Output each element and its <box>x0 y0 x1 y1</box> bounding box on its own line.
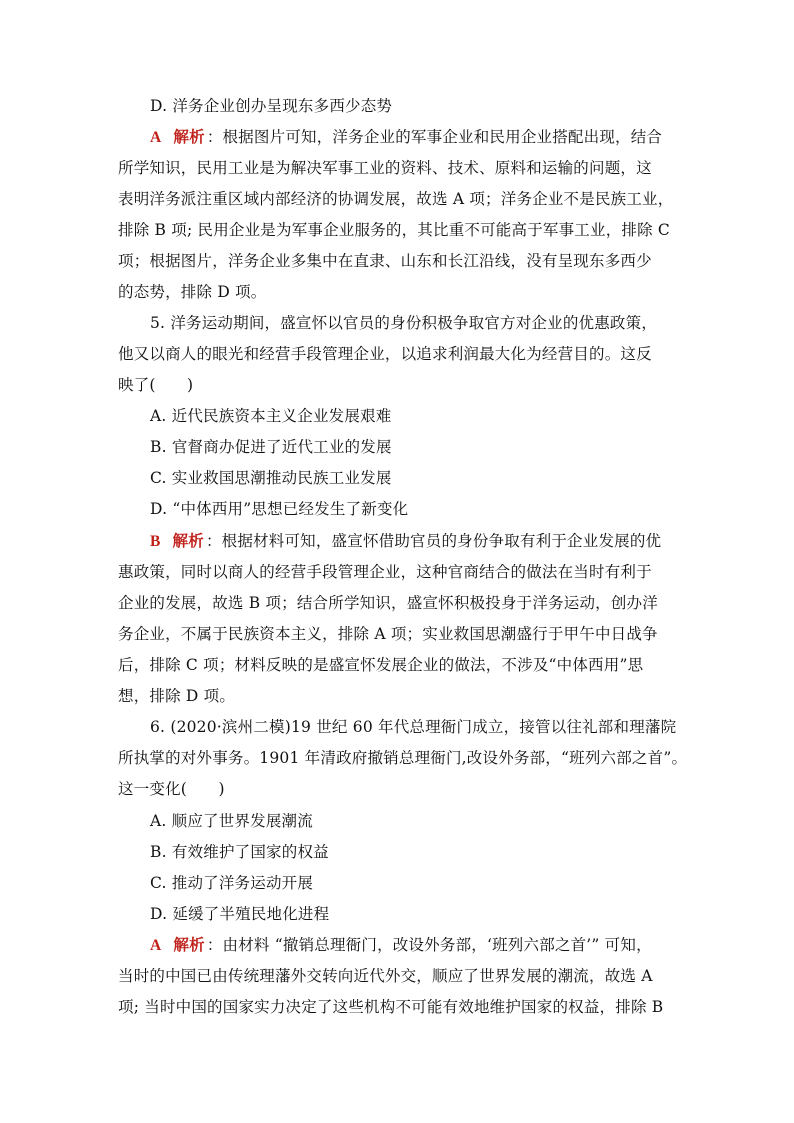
q6-analysis-line-2: 当时的中国已由传统理藩外交转向近代外交，顺应了世界发展的潮流，故选 A <box>118 967 653 985</box>
q6-analysis-line-3: 项; 当时中国的国家实力决定了这些机构不可能有效地维护国家的权益，排除 B <box>118 998 664 1016</box>
q6-analysis-text: ：由材料 “撤销总理衙门，改设外务部，‘班列六部之首’” 可知， <box>206 936 652 954</box>
q4-analysis-line-6: 的态势，排除 D 项。 <box>118 283 267 301</box>
q4-analysis-line-3: 表明洋务派注重区域内部经济的协调发展，故选 A 项；洋务企业不是民族工业， <box>118 190 674 208</box>
q6-option-b: B. 有效维护了国家的权益 <box>150 843 329 861</box>
q4-analysis-label: 解析 <box>173 127 205 146</box>
q5-answer: B <box>150 533 161 550</box>
q6-option-a: A. 顺应了世界发展潮流 <box>150 812 313 830</box>
q5-analysis-line-1 <box>150 531 710 552</box>
q4-option-d: D. 洋务企业创办呈现东多西少态势 <box>150 97 393 115</box>
q5-analysis-line-5: 后，排除 C 项；材料反映的是盛宣怀发展企业的做法，不涉及“中体西用”思 <box>118 656 644 674</box>
q4-analysis-line-4: 排除 B 项; 民用企业是为军事企业服务的，其比重不可能高于军事工业，排除 C <box>118 221 670 239</box>
q5-analysis-label: 解析 <box>172 531 204 550</box>
q6-option-c: C. 推动了洋务运动开展 <box>150 874 314 892</box>
q4-analysis-line-2: 所学知识，民用工业是为解决军事工业的资料、技术、原料和运输的问题，这 <box>118 159 652 177</box>
q4-analysis-line-1 <box>150 127 710 148</box>
q5-option-a: A. 近代民族资本主义企业发展艰难 <box>150 407 392 425</box>
q5-stem-line-3: 映了( ) <box>118 376 194 394</box>
q6-stem-line-3: 这一变化( ) <box>118 780 225 798</box>
q5-analysis-text: ：根据材料可知，盛宣怀借助官员的身份争取有利于企业发展的优 <box>205 532 662 550</box>
q5-analysis-line-3: 企业的发展，故选 B 项；结合所学知识，盛宣怀积极投身于洋务运动，创办洋 <box>118 594 658 612</box>
q6-analysis-label: 解析 <box>173 935 205 954</box>
q5-analysis-line-2: 惠政策，同时以商人的经营手段管理企业，这种官商结合的做法在当时有利于 <box>118 563 652 581</box>
q6-stem-line-2: 所执掌的对外事务。1901 年清政府撤销总理衙门,改设外务部，“班列六部之首”。 <box>118 749 688 767</box>
q5-option-b: B. 官督商办促进了近代工业的发展 <box>150 438 392 456</box>
q4-analysis-text: ：根据图片可知，洋务企业的军事企业和民用企业搭配出现，结合 <box>206 128 663 146</box>
q5-option-d: D. “中体西用”思想已经发生了新变化 <box>150 500 409 518</box>
q5-option-c: C. 实业救国思潮推动民族工业发展 <box>150 469 392 487</box>
q6-answer: A <box>150 937 162 954</box>
q5-analysis-line-4: 务企业，不属于民族资本主义，排除 A 项；实业救国思潮盛行于甲午中日战争 <box>118 625 658 643</box>
q6-option-d: D. 延缓了半殖民地化进程 <box>150 905 330 923</box>
q4-answer: A <box>150 129 162 146</box>
q6-stem-line-1: 6. (2020·滨州二模)19 世纪 60 年代总理衙门成立，接管以往礼部和理藩院 <box>150 718 677 736</box>
q5-stem-line-2: 他又以商人的眼光和经营手段管理企业，以追求利润最大化为经营目的。这反 <box>118 345 652 363</box>
q5-stem-line-1: 5. 洋务运动期间，盛宣怀以官员的身份积极争取官方对企业的优惠政策， <box>150 314 658 332</box>
q5-analysis-line-6: 想，排除 D 项。 <box>118 687 236 705</box>
q4-analysis-line-5: 项；根据图片，洋务企业多集中在直隶、山东和长江沿线，没有呈现东多西少 <box>118 252 652 270</box>
q6-analysis-line-1 <box>150 935 710 956</box>
